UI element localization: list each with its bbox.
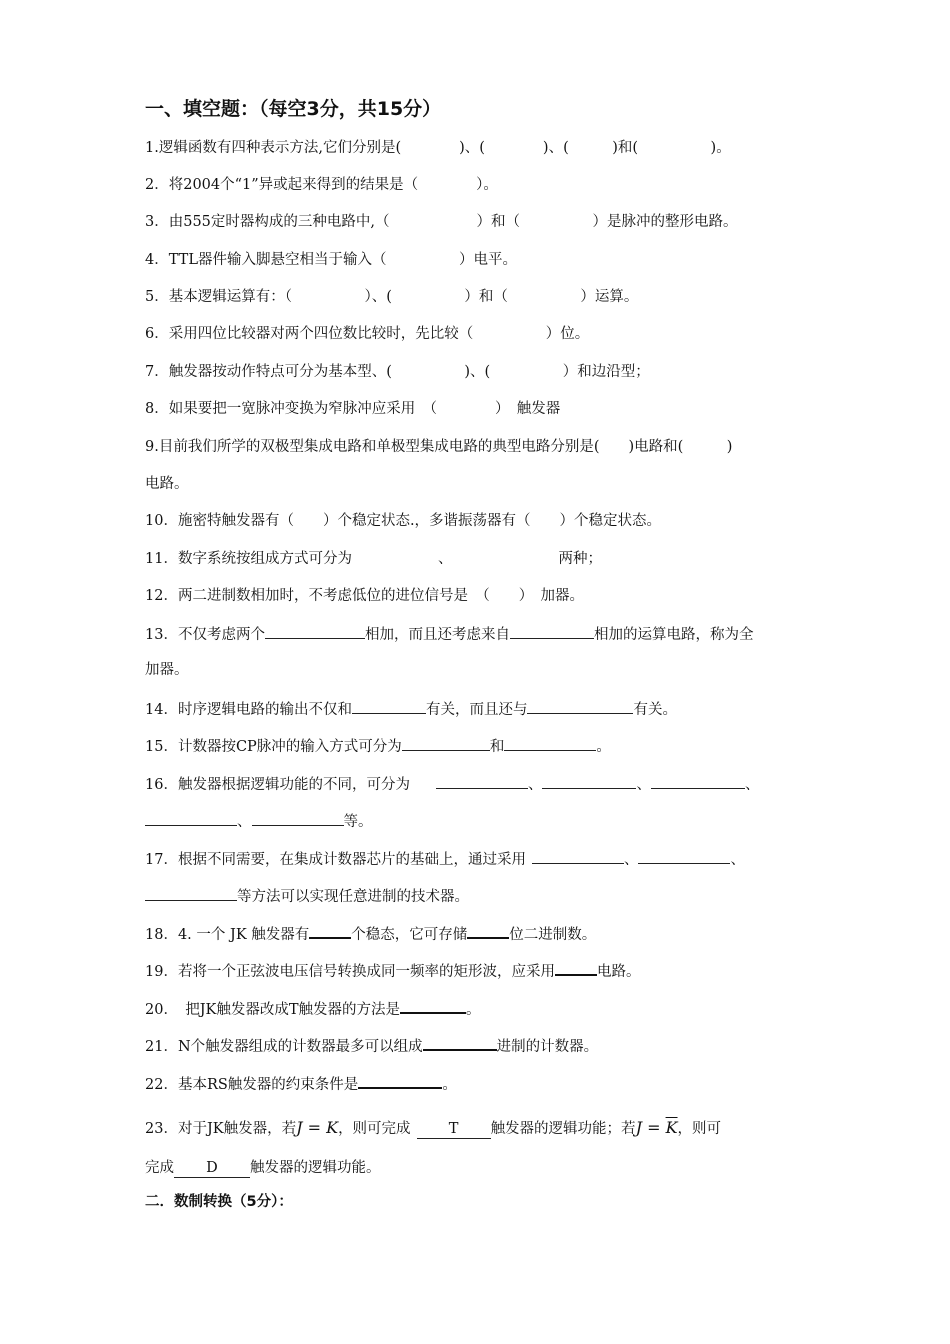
question-14-text-a: 14．时序逻辑电路的输出不仅和 <box>145 702 352 718</box>
question-19-text-a: 19．若将一个正弦波电压信号转换成同一频率的矩形波，应采用 <box>145 964 555 980</box>
question-13-text-b: 相加，而且还考虑来自 <box>364 627 510 643</box>
blank-16-1[interactable] <box>436 774 528 789</box>
blank-13-2[interactable] <box>510 624 594 639</box>
question-22 <box>145 1073 457 1094</box>
question-16-sep: 、 <box>636 777 651 793</box>
blank-15-1[interactable] <box>402 736 490 751</box>
question-19 <box>145 960 640 981</box>
equation-j-equals-not-k <box>636 1118 678 1137</box>
question-18 <box>145 923 596 944</box>
question-23-line-1 <box>145 1119 721 1139</box>
question-11-text-b: 两种； <box>558 551 602 567</box>
equation-left: J = <box>635 1118 666 1137</box>
blank-20[interactable] <box>400 998 466 1014</box>
question-16-text-a: 16．触发器根据逻辑功能的不同，可分为 <box>145 777 410 793</box>
question-23-text-d: ，则可 <box>677 1121 722 1137</box>
blank-17-2[interactable] <box>638 849 730 864</box>
question-15 <box>145 736 611 756</box>
answer-23-2: D <box>174 1159 250 1178</box>
question-20-text-b: 。 <box>466 1002 481 1018</box>
blank-16-4[interactable] <box>145 811 237 826</box>
blank-18-2[interactable] <box>467 923 509 939</box>
question-23-text-e: 完成 <box>145 1160 174 1176</box>
blank-17-3[interactable] <box>145 886 237 901</box>
question-19-text-b: 电路。 <box>596 964 641 980</box>
blank-16-2[interactable] <box>542 774 636 789</box>
question-23-text-c: 触发器的逻辑功能；若 <box>490 1121 636 1137</box>
question-13-text-c: 相加的运算电路，称为全 <box>593 627 754 643</box>
question-5: 5．基本逻辑运算有：（ ）、( ）和（ ）运算。 <box>145 289 639 305</box>
question-6: 6．采用四位比较器对两个四位数比较时，先比较（ ）位。 <box>145 326 590 342</box>
question-23-line-2 <box>145 1159 381 1178</box>
question-14 <box>145 699 677 719</box>
blank-16-3[interactable] <box>651 774 745 789</box>
question-20-text-a: 20． 把JK触发器改成T触发器的方法是 <box>145 1002 401 1018</box>
question-20 <box>145 998 481 1019</box>
question-21 <box>145 1035 598 1056</box>
question-21-text-a: 21．N个触发器组成的计数器最多可以组成 <box>145 1039 423 1055</box>
question-13-text-a: 13．不仅考虑两个 <box>145 627 265 643</box>
question-16-sep: 、 <box>527 777 543 793</box>
question-14-text-c: 有关。 <box>633 702 677 718</box>
question-10: 10．施密特触发器有（ ）个稳定状态.，多谐振荡器有（ ）个稳定状态。 <box>145 513 662 529</box>
equation-j-equals-k: J = K <box>296 1118 339 1137</box>
question-22-text-b: 。 <box>442 1077 457 1093</box>
question-18-text-c: 位二进制数。 <box>509 927 597 943</box>
question-12: 12．两二进制数相加时，不考虑低位的进位信号是 （ ） 加器。 <box>145 588 584 604</box>
question-3: 3．由555定时器构成的三种电路中,（ ）和（ ）是脉冲的整形电路。 <box>145 214 738 230</box>
question-8: 8．如果要把一宽脉冲变换为窄脉冲应采用 （ ） 触发器 <box>145 401 561 417</box>
question-11-sep: 、 <box>437 551 453 567</box>
question-17-text-a: 17．根据不同需要，在集成计数器芯片的基础上，通过采用 <box>145 852 526 868</box>
question-2: 2．将2004个“1”异或起来得到的结果是（ ）。 <box>145 177 498 193</box>
blank-21[interactable] <box>423 1035 497 1051</box>
question-7: 7．触发器按动作特点可分为基本型、( )、( ）和边沿型； <box>145 364 650 380</box>
question-17-line-2 <box>145 886 469 906</box>
question-16-end: 等。 <box>343 814 373 830</box>
question-9-line-1: 9.目前我们所学的双极型集成电路和单极型集成电路的典型电路分别是( )电路和( ) <box>145 439 733 455</box>
question-21-text-b: 进制的计数器。 <box>496 1039 599 1055</box>
question-16-sep: 、 <box>744 777 760 793</box>
question-17-sep: 、 <box>623 852 639 868</box>
blank-17-1[interactable] <box>532 849 624 864</box>
blank-16-5[interactable] <box>252 811 344 826</box>
question-9-line-2: 电路。 <box>145 476 189 492</box>
question-15-text-c: 。 <box>596 739 611 755</box>
question-16-line-1 <box>145 774 759 794</box>
question-16-line-2 <box>145 811 373 831</box>
answer-23-1: T <box>417 1120 491 1139</box>
section1-title: 一、填空题：（每空3分，共15分） <box>145 98 442 120</box>
question-17-line-1 <box>145 849 745 869</box>
question-11-text-a: 11．数字系统按组成方式可分为 <box>145 551 352 567</box>
blank-22[interactable] <box>358 1073 442 1089</box>
question-23-text-a: 23．对于JK触发器，若 <box>145 1121 297 1137</box>
question-23-text-b: ，则可完成 <box>338 1121 411 1137</box>
question-17-sep: 、 <box>730 852 745 868</box>
blank-13-1[interactable] <box>265 624 365 639</box>
question-13-line-2: 加器。 <box>145 662 189 678</box>
question-17-end: 等方法可以实现任意进制的技术器。 <box>237 889 469 905</box>
question-18-text-b: 个稳态，它可存储 <box>351 927 468 943</box>
equation-k-bar: $\overline{K}$ <box>665 1118 678 1137</box>
question-1: 1.逻辑函数有四种表示方法,它们分别是( )、( )、( )和( )。 <box>145 140 731 156</box>
question-23-text-f: 触发器的逻辑功能。 <box>250 1160 381 1176</box>
blank-14-2[interactable] <box>527 699 633 714</box>
blank-14-1[interactable] <box>352 699 426 714</box>
question-4: 4．TTL器件输入脚悬空相当于输入（ ）电平。 <box>145 252 517 268</box>
section2-title: 二．数制转换（5分）： <box>145 1194 293 1210</box>
question-13-line-1 <box>145 624 753 644</box>
question-11 <box>145 550 602 568</box>
question-15-text-a: 15．计数器按CP脉冲的输入方式可分为 <box>145 739 402 755</box>
question-18-text-a: 18．4. 一个 JK 触发器有 <box>145 927 310 943</box>
question-22-text-a: 22．基本RS触发器的约束条件是 <box>145 1077 359 1093</box>
blank-15-2[interactable] <box>504 736 596 751</box>
blank-18-1[interactable] <box>309 923 351 939</box>
question-15-text-b: 和 <box>489 739 505 755</box>
question-14-text-b: 有关，而且还与 <box>425 702 528 718</box>
question-16-sep: 、 <box>237 814 252 830</box>
blank-19[interactable] <box>555 960 597 976</box>
